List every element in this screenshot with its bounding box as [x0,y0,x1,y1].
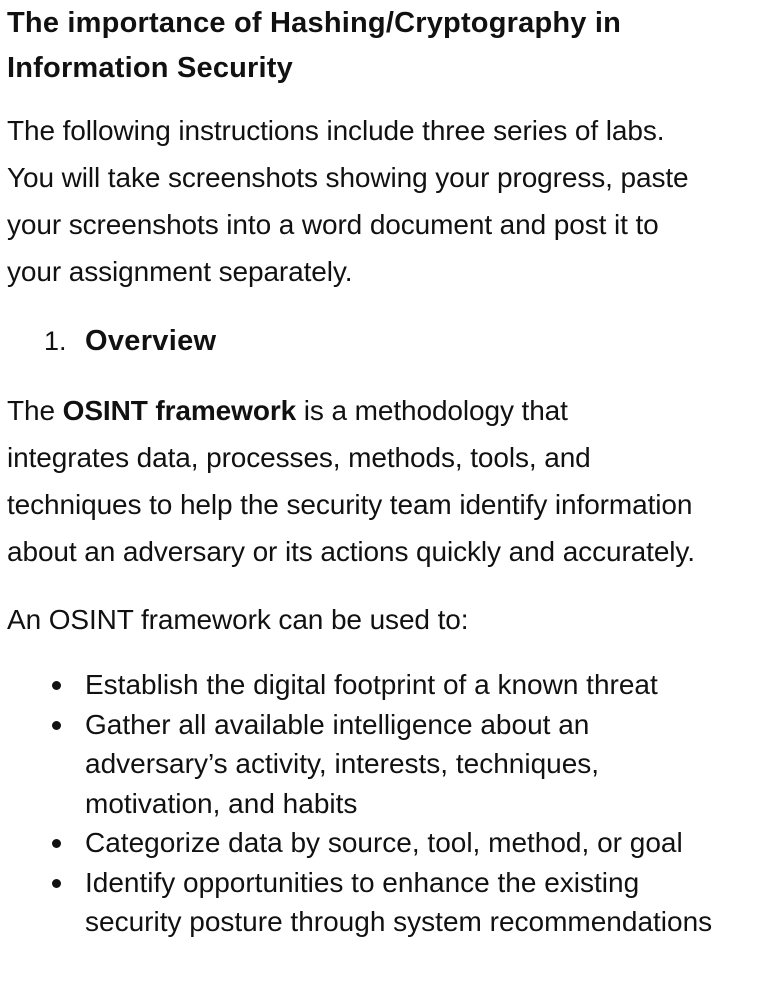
list-item-line: adversary’s activity, interests, techniques, [85,748,600,779]
list-item [7,823,784,863]
list-item-line: security posture through system recommendations [85,906,713,937]
definition-line: integrates data, processes, methods, tools, and [7,442,591,473]
bullet-icon [52,839,61,848]
title-line: Information Security [7,52,293,84]
definition-paragraph [7,387,784,575]
definition-suffix: is a methodology that [296,395,568,426]
document-title [7,0,784,91]
intro-line: The following instructions include three series of labs. [7,115,665,146]
list-item-line: Establish the digital footprint of a known threat [85,669,658,700]
list-item-line: Gather all available intelligence about an [85,708,590,740]
intro-line: You will take screenshots showing your progress, paste [7,162,689,193]
list-item [7,863,784,942]
list-item [7,665,784,705]
intro-line: your screenshots into a word document and post it to [7,209,659,240]
bullet-icon [52,879,61,888]
bullet-icon [52,721,61,730]
section-list [7,318,784,365]
osint-framework-term: OSINT framework [62,395,297,426]
bullet-icon [52,681,61,690]
list-item-line: Identify opportunities to enhance the existing [85,866,640,898]
uses-lead: An OSINT framework can be used to: [7,604,469,635]
list-item-line: motivation, and habits [85,787,358,819]
list-item-line: Categorize data by source, tool, method, or goal [85,827,683,858]
definition-line: about an adversary or its actions quickly and accurately. [7,536,695,567]
list-item [7,705,784,824]
definition-line [7,387,784,434]
definition-prefix: The [7,395,63,426]
uses-list [7,665,784,942]
intro-line: your assignment separately. [7,256,353,287]
definition-line: techniques to help the security team identify information [7,489,693,520]
section-title: Overview [85,325,217,357]
intro-paragraph [7,107,784,295]
title-line: The importance of Hashing/Cryptography in [7,7,622,39]
section-number: 1. [44,326,67,356]
section-heading [7,318,784,365]
